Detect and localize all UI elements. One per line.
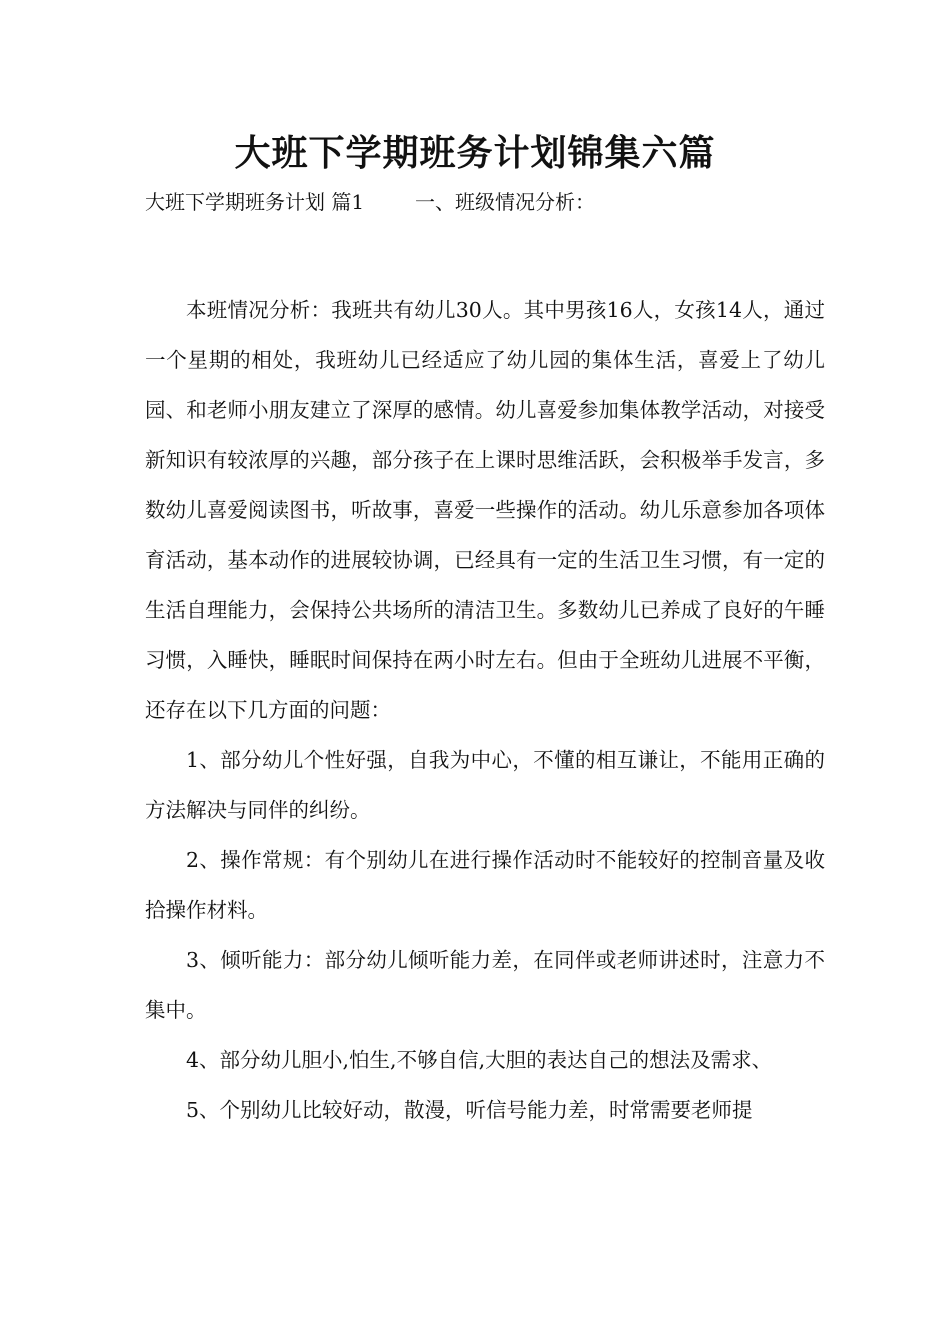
paragraph-item-4: 4、部分幼儿胆小,怕生,不够自信,大胆的表达自己的想法及需求、 bbox=[186, 1048, 773, 1072]
paragraph-class-analysis: 本班情况分析：我班共有幼儿30人。其中男孩16人，女孩14人，通过一个星期的相处，我班幼儿已经适应了幼儿园的集体生活，喜爱上了幼儿园、和老师小朋友建立了深厚的感情。幼儿喜爱参加集体教学活动，对接受新知识有较浓厚的兴趣，部分孩子在上课时思维活跃，会积极举手发言，多数幼儿喜爱阅读图书，听故事，喜爱一些操作的活动。幼儿乐意参加各项体育活动，基本动作的进展较协调，已经具有一定的生活卫生习惯，有一定的生活自理能力，会保持公共场所的清洁卫生。多数幼儿已养成了良好的午睡习惯，入睡快，睡眠时间保持在两小时左右。但由于全班幼儿进展不平衡，还存在以下几方面的问题： bbox=[145, 298, 825, 722]
paragraph-item-3: 3、倾听能力：部分幼儿倾听能力差，在同伴或老师讲述时，注意力不集中。 bbox=[145, 948, 825, 1022]
document-title: 大班下学期班务计划锦集六篇 bbox=[234, 132, 716, 174]
paragraph-item-2: 2、操作常规：有个别幼儿在进行操作活动时不能较好的控制音量及收拾操作材料。 bbox=[145, 848, 825, 922]
paragraph-item-5: 5、个别幼儿比较好动，散漫，听信号能力差，时常需要老师提 bbox=[186, 1098, 753, 1122]
section-heading: 大班下学期班务计划 篇1 一、班级情况分析： bbox=[145, 190, 595, 214]
document-body bbox=[145, 285, 825, 1135]
paragraph-item-1: 1、部分幼儿个性好强，自我为中心，不懂的相互谦让，不能用正确的方法解决与同伴的纠纷。 bbox=[145, 748, 825, 822]
